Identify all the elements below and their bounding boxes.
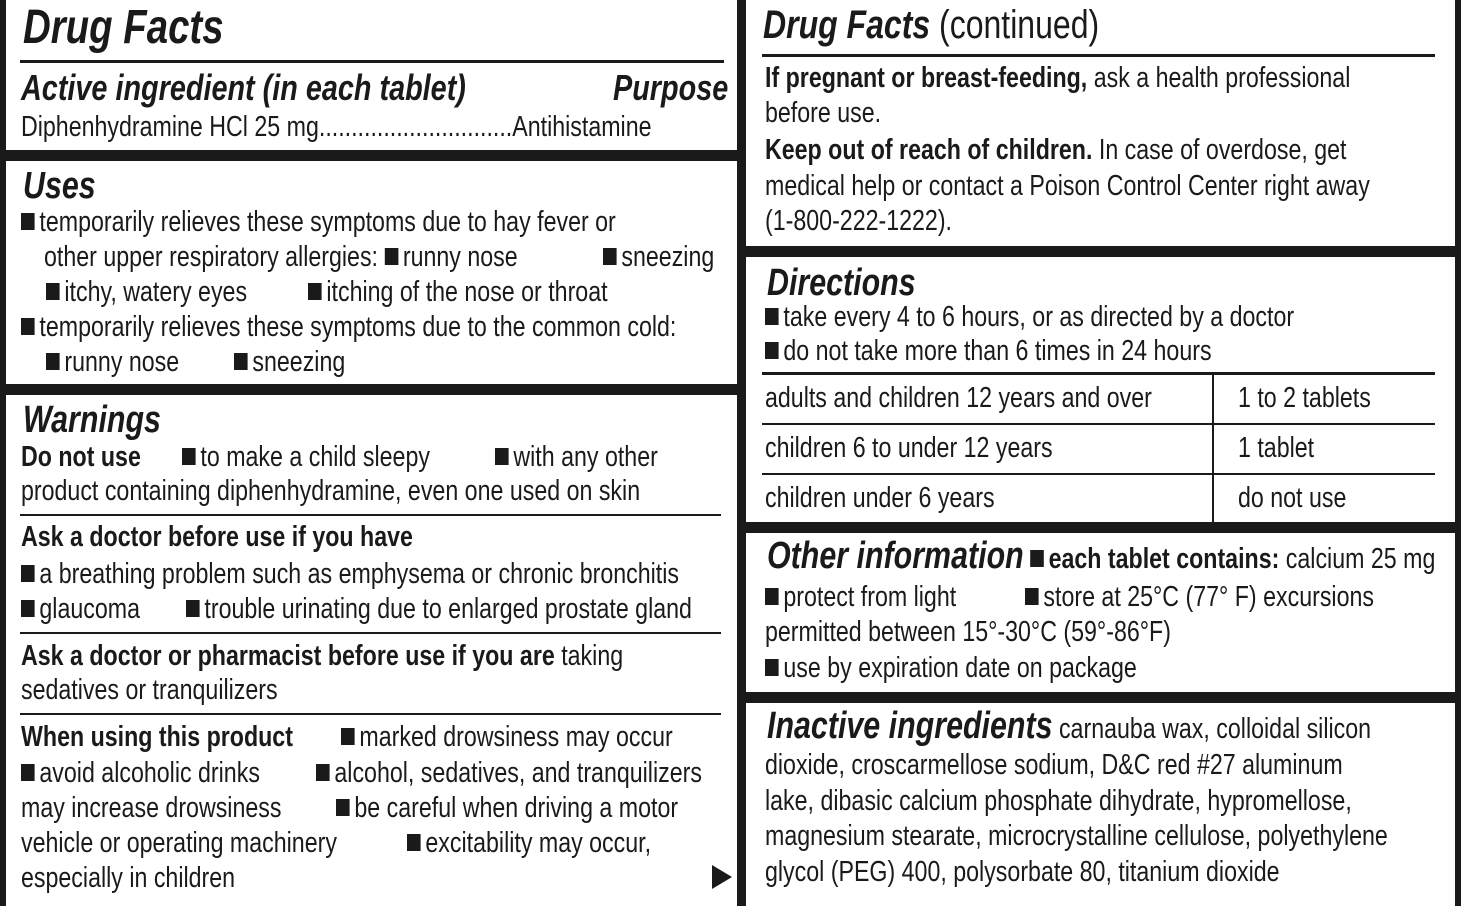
ask-doctor-item-1: a breathing problem such as emphysema or chronic bronchitis bbox=[21, 557, 679, 592]
keep-out-of-reach-cont: medical help or contact a Poison Control Center right away bbox=[765, 170, 1370, 202]
bullet-square-icon bbox=[46, 353, 60, 370]
bullet-square-icon bbox=[1025, 588, 1039, 605]
dosage-who: adults and children 12 years and over bbox=[765, 382, 1152, 414]
other-item-2: store at 25°C (77° F) excursions bbox=[1025, 580, 1374, 615]
table-border bbox=[762, 372, 1435, 375]
divider bbox=[20, 632, 721, 634]
purpose-value: Antihistamine bbox=[512, 111, 652, 143]
uses-sneezing-2: sneezing bbox=[234, 345, 345, 380]
other-information: Other information each tablet contains: calcium 25 mg bbox=[767, 535, 1436, 577]
uses-runny-nose-2: runny nose bbox=[46, 345, 179, 380]
ask-doctor-item-3: trouble urinating due to enlarged prostate gland bbox=[186, 592, 692, 627]
bullet-square-icon bbox=[316, 764, 330, 781]
uses-heading: Uses bbox=[23, 165, 96, 207]
bullet-square-icon bbox=[341, 728, 355, 745]
bullet-square-icon bbox=[336, 799, 350, 816]
leader-dots: .............................. bbox=[318, 111, 513, 143]
bullet-square-icon bbox=[21, 565, 35, 582]
bullet-square-icon bbox=[21, 318, 35, 335]
uses-sneezing: sneezing bbox=[603, 240, 714, 275]
when-using-item-4: be careful when driving a motor bbox=[336, 791, 678, 826]
dosage-who: children under 6 years bbox=[765, 482, 995, 514]
dosage-dose: 1 tablet bbox=[1238, 432, 1315, 464]
divider bbox=[20, 60, 724, 63]
table-row-divider bbox=[762, 423, 1435, 425]
drug-facts-continued-title: Drug Facts (continued) bbox=[763, 3, 1100, 47]
bullet-square-icon bbox=[765, 308, 779, 325]
bullet-square-icon bbox=[21, 213, 35, 230]
dosage-dose: do not use bbox=[1238, 482, 1347, 514]
directions-item-1: take every 4 to 6 hours, or as directed by a doctor bbox=[765, 300, 1294, 335]
uses-itching-nose: itching of the nose or throat bbox=[308, 275, 608, 310]
inactive-ingredients-heading: Inactive ingredients bbox=[767, 705, 1053, 747]
active-ingredient-heading: Active ingredient (in each tablet) bbox=[21, 67, 466, 108]
bullet-square-icon bbox=[186, 600, 200, 617]
inactive-ingredients: Inactive ingredients carnauba wax, colloidal silicon bbox=[767, 705, 1372, 747]
uses-item-1: temporarily relieves these symptoms due to hay fever or bbox=[21, 205, 616, 240]
pregnancy-warning-cont: before use. bbox=[765, 97, 882, 129]
when-using-item-1: marked drowsiness may occur bbox=[341, 720, 673, 755]
uses-item-2: temporarily relieves these symptoms due to the common cold: bbox=[21, 310, 676, 345]
inactive-line-3: lake, dibasic calcium phosphate dihydrate, hypromellose, bbox=[765, 785, 1352, 817]
active-ingredient-row bbox=[21, 110, 652, 145]
continued-arrow-icon bbox=[712, 865, 732, 889]
table-row-divider bbox=[762, 473, 1435, 475]
uses-itchy-eyes: itchy, watery eyes bbox=[46, 275, 247, 310]
dosage-dose: 1 to 2 tablets bbox=[1238, 382, 1371, 414]
section-bar bbox=[6, 150, 737, 161]
bullet-square-icon bbox=[765, 342, 779, 359]
other-item-3: use by expiration date on package bbox=[765, 651, 1137, 686]
bullet-square-icon bbox=[765, 659, 779, 676]
when-using-item-4-cont: vehicle or operating machinery bbox=[21, 827, 337, 859]
bullet-square-icon bbox=[234, 353, 248, 370]
warnings-heading: Warnings bbox=[23, 399, 161, 441]
when-using-item-5-cont: especially in children bbox=[21, 862, 236, 894]
keep-out-of-reach: Keep out of reach of children. In case of overdose, get bbox=[765, 134, 1347, 166]
directions-heading: Directions bbox=[767, 262, 916, 304]
directions-item-2: do not take more than 6 times in 24 hours bbox=[765, 334, 1212, 369]
bullet-square-icon bbox=[495, 448, 509, 465]
when-using-heading: When using this product bbox=[21, 721, 293, 753]
ask-pharmacist: Ask a doctor or pharmacist before use if you are taking bbox=[21, 640, 624, 672]
other-item-1: protect from light bbox=[765, 580, 956, 615]
bullet-square-icon bbox=[407, 834, 421, 851]
right-column bbox=[746, 0, 1455, 906]
bullet-square-icon bbox=[21, 600, 35, 617]
inactive-line-5: glycol (PEG) 400, polysorbate 80, titanium dioxide bbox=[765, 856, 1280, 888]
section-bar bbox=[746, 522, 1455, 533]
bullet-square-icon bbox=[46, 283, 60, 300]
section-bar bbox=[6, 384, 737, 395]
bullet-square-icon bbox=[765, 588, 779, 605]
do-not-use-item-1: to make a child sleepy bbox=[182, 440, 430, 475]
bullet-square-icon bbox=[603, 248, 617, 265]
ask-doctor-heading: Ask a doctor before use if you have bbox=[21, 521, 413, 553]
table-column-divider bbox=[1212, 374, 1214, 522]
section-bar bbox=[746, 246, 1455, 257]
bullet-square-icon bbox=[308, 283, 322, 300]
purpose-heading: Purpose bbox=[613, 67, 729, 108]
other-information-heading: Other information bbox=[767, 535, 1024, 577]
do-not-use-label: Do not use bbox=[21, 441, 141, 473]
when-using-item-3-cont: may increase drowsiness bbox=[21, 792, 282, 824]
active-ingredient: Diphenhydramine HCl 25 mg bbox=[21, 111, 319, 143]
bullet-square-icon bbox=[182, 448, 196, 465]
when-using-item-3: alcohol, sedatives, and tranquilizers bbox=[316, 756, 702, 791]
poison-control-number: (1-800-222-1222). bbox=[765, 205, 953, 237]
drug-facts-title: Drug Facts bbox=[23, 1, 224, 54]
do-not-use-item-2: with any other bbox=[495, 440, 658, 475]
pregnancy-warning: If pregnant or breast-feeding, ask a health professional bbox=[765, 62, 1351, 94]
ask-pharmacist-cont: sedatives or tranquilizers bbox=[21, 674, 278, 706]
divider bbox=[20, 713, 721, 715]
bullet-square-icon bbox=[1030, 550, 1044, 567]
divider bbox=[20, 514, 721, 516]
bullet-square-icon bbox=[384, 248, 398, 265]
ask-doctor-item-2: glaucoma bbox=[21, 592, 140, 627]
divider bbox=[762, 54, 1435, 57]
left-column bbox=[6, 0, 737, 906]
when-using-item-2: avoid alcoholic drinks bbox=[21, 756, 260, 791]
do-not-use-item-2-cont: product containing diphenhydramine, even one used on skin bbox=[21, 475, 641, 507]
when-using-item-5: excitability may occur, bbox=[407, 826, 651, 861]
inactive-line-2: dioxide, croscarmellose sodium, D&C red #27 aluminum bbox=[765, 749, 1343, 781]
dosage-who: children 6 to under 12 years bbox=[765, 432, 1053, 464]
inactive-line-4: magnesium stearate, microcrystalline cellulose, polyethylene bbox=[765, 820, 1388, 852]
other-item-2-cont: permitted between 15°-30°C (59°-86°F) bbox=[765, 616, 1171, 648]
uses-item-1-cont: other upper respiratory allergies: runny nose bbox=[44, 241, 518, 273]
bullet-square-icon bbox=[21, 764, 35, 781]
section-bar bbox=[746, 692, 1455, 703]
